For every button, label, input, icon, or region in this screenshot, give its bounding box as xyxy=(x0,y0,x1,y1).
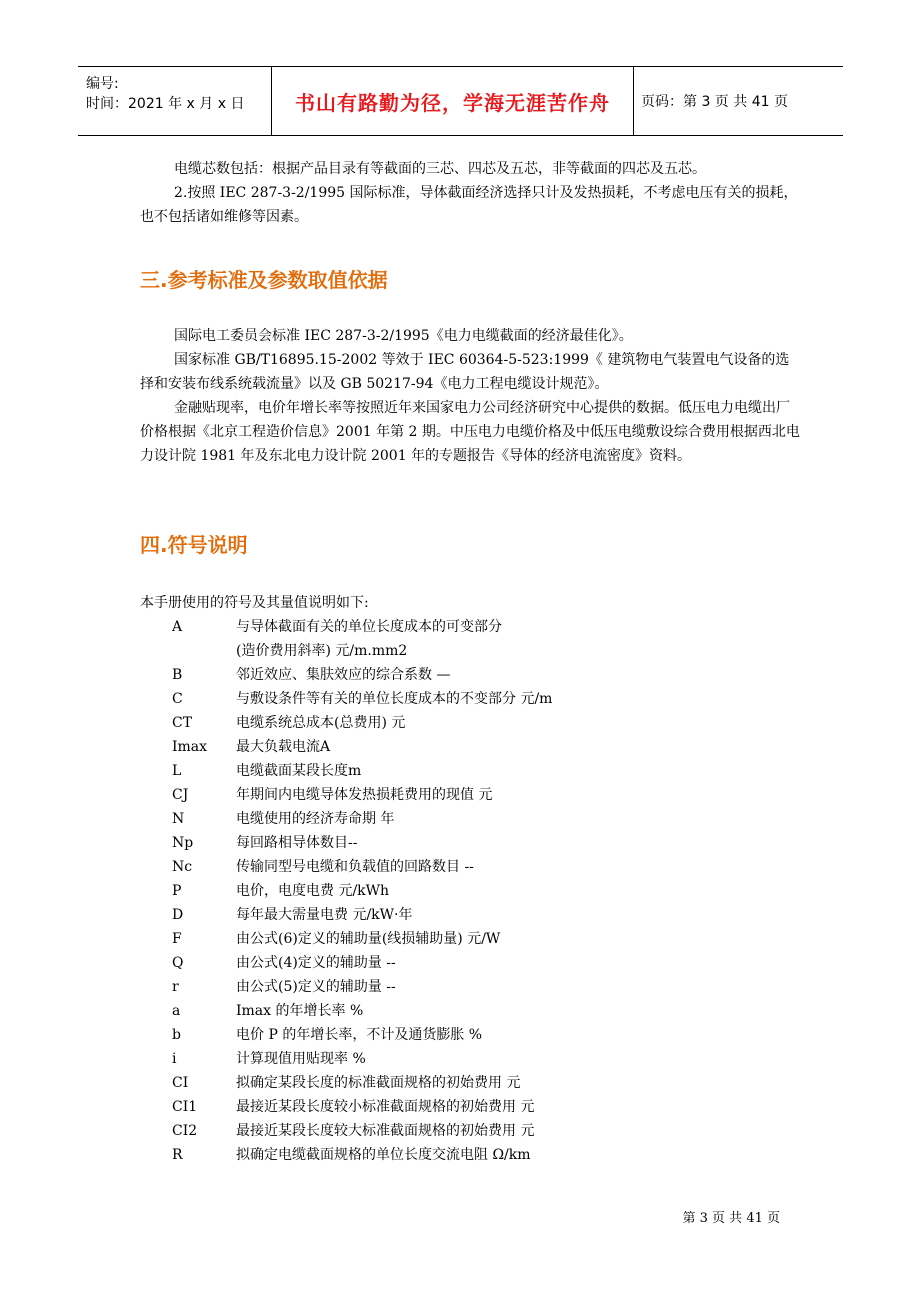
symbol-code: R xyxy=(172,1147,183,1163)
header-left-cell xyxy=(78,67,272,135)
symbol-row xyxy=(172,1071,812,1095)
section-4-intro: 本手册使用的符号及其量值说明如下: xyxy=(140,595,369,611)
symbol-code: i xyxy=(172,1051,177,1067)
symbol-row xyxy=(172,687,812,711)
header-motto-cell xyxy=(272,67,634,135)
symbol-description: 电缆截面某段长度m xyxy=(236,763,362,779)
symbol-row xyxy=(172,831,812,855)
symbol-row xyxy=(172,903,812,927)
symbol-description: 由公式(6)定义的辅助量(线损辅助量) 元/W xyxy=(236,931,501,947)
symbol-row xyxy=(172,759,812,783)
symbol-description: 最大负载电流A xyxy=(236,739,331,755)
symbol-description: 计算现值用贴现率 % xyxy=(236,1051,366,1067)
symbol-description: 与敷设条件等有关的单位长度成本的不变部分 元/m xyxy=(236,691,553,707)
symbol-row xyxy=(172,783,812,807)
page-footer: 第 3 页 共 41 页 xyxy=(682,1211,780,1226)
symbol-row xyxy=(172,1119,812,1143)
symbol-description: 最接近某段长度较大标准截面规格的初始费用 元 xyxy=(236,1123,535,1139)
symbol-code: r xyxy=(172,979,179,995)
section-3-paragraph-3: 金融贴现率，电价年增长率等按照近年来国家电力公司经济研究中心提供的数据。低压电力电缆出厂价格根据《北京工程造价信息》2001 年第 2 期。中压电力电缆价格及中低压电缆敷设综合费用根据西北电力设计院 1981 年及东北电力设计院 2001 年的专题报告《导体的经济电流密度》资料。 xyxy=(140,400,800,464)
symbol-description: 与导体截面有关的单位长度成本的可变部分 xyxy=(236,619,502,635)
intro-paragraph-1: 电缆芯数包括：根据产品目录有等截面的三芯、四芯及五芯，非等截面的四芯及五芯。 xyxy=(174,161,706,177)
section-3-paragraph-1: 国际电工委员会标准 IEC 287-3-2/1995《电力电缆截面的经济最佳化》。 xyxy=(174,328,633,344)
symbol-description: 每回路相导体数目-- xyxy=(236,835,358,851)
symbol-description: (造价费用斜率) 元/m.mm2 xyxy=(236,643,408,659)
symbol-description: 电缆系统总成本(总费用) 元 xyxy=(236,715,406,731)
symbol-row xyxy=(172,615,812,639)
symbol-row xyxy=(172,975,812,999)
symbol-row xyxy=(172,1143,812,1167)
symbol-description: 电缆使用的经济寿命期 年 xyxy=(236,811,395,827)
symbol-code: D xyxy=(172,907,184,923)
symbol-code: Nc xyxy=(172,859,193,875)
symbol-code: CI2 xyxy=(172,1123,198,1139)
symbol-code: A xyxy=(172,619,183,635)
symbol-description: 电价 P 的年增长率，不计及通货膨胀 % xyxy=(236,1027,483,1043)
header-page-label: 页码：第 3 页 共 41 页 xyxy=(641,94,788,110)
symbol-description: 电价，电度电费 元/kWh xyxy=(236,883,390,899)
section-4-title: 四.符号说明 xyxy=(140,533,248,557)
symbol-description: 每年最大需量电费 元/kW·年 xyxy=(236,907,413,923)
symbol-code: CJ xyxy=(172,787,189,803)
symbol-description: 传输同型号电缆和负载值的回路数目 -- xyxy=(236,859,474,875)
symbol-row xyxy=(172,927,812,951)
symbol-row xyxy=(172,639,812,663)
symbol-description: 拟确定某段长度的标准截面规格的初始费用 元 xyxy=(236,1075,521,1091)
symbol-code: CI1 xyxy=(172,1099,198,1115)
symbol-description: 邻近效应、集肤效应的综合系数 — xyxy=(236,667,451,683)
symbol-code: F xyxy=(172,931,182,947)
symbol-row xyxy=(172,879,812,903)
symbol-description: 由公式(4)定义的辅助量 -- xyxy=(236,955,396,971)
symbol-code: CT xyxy=(172,715,193,731)
symbol-code: N xyxy=(172,811,185,827)
symbol-code: Q xyxy=(172,955,184,971)
page-header xyxy=(78,66,843,136)
symbol-code: P xyxy=(172,883,182,899)
symbol-code: a xyxy=(172,1003,181,1019)
symbol-code: CI xyxy=(172,1075,189,1091)
serial-number-label: 编号: xyxy=(86,76,119,92)
symbol-row xyxy=(172,999,812,1023)
symbol-code: B xyxy=(172,667,183,683)
symbol-code: Imax xyxy=(172,739,208,755)
symbol-description: 拟确定电缆截面规格的单位长度交流电阻 Ω/km xyxy=(236,1147,531,1163)
symbol-list xyxy=(172,615,812,1167)
symbol-row xyxy=(172,951,812,975)
symbol-row xyxy=(172,711,812,735)
intro-paragraph-2: 2.按照 IEC 287-3-2/1995 国际标准，导体截面经济选择只计及发热损耗，不考虑电压有关的损耗，也不包括诸如维修等因素。 xyxy=(140,185,798,225)
symbol-row xyxy=(172,807,812,831)
symbol-code: b xyxy=(172,1027,181,1043)
section-3-title: 三.参考标准及参数取值依据 xyxy=(140,268,388,292)
symbol-code xyxy=(172,639,236,663)
section-3-paragraph-2: 国家标准 GB/T16895.15-2002 等效于 IEC 60364-5-523:1999《 建筑物电气装置电气设备的选择和安装布线系统载流量》以及 GB 50217-94《电力工程电缆设计规范》。 xyxy=(140,352,790,392)
symbol-row xyxy=(172,663,812,687)
motto-text: 书山有路勤为径，学海无涯苦作舟 xyxy=(295,90,610,115)
symbol-row xyxy=(172,1023,812,1047)
header-page-cell xyxy=(634,67,843,135)
symbol-row xyxy=(172,855,812,879)
symbol-row xyxy=(172,1095,812,1119)
symbol-description: 由公式(5)定义的辅助量 -- xyxy=(236,979,396,995)
symbol-code: Np xyxy=(172,835,194,851)
symbol-code: C xyxy=(172,691,183,707)
symbol-description: 最接近某段长度较小标准截面规格的初始费用 元 xyxy=(236,1099,535,1115)
symbol-description: 年期间内电缆导体发热损耗费用的现值 元 xyxy=(236,787,493,803)
symbol-code: L xyxy=(172,763,182,779)
date-label: 时间：2021 年 x 月 x 日 xyxy=(86,96,245,112)
symbol-row xyxy=(172,735,812,759)
symbol-row xyxy=(172,1047,812,1071)
symbol-description: Imax 的年增长率 % xyxy=(236,1003,364,1019)
